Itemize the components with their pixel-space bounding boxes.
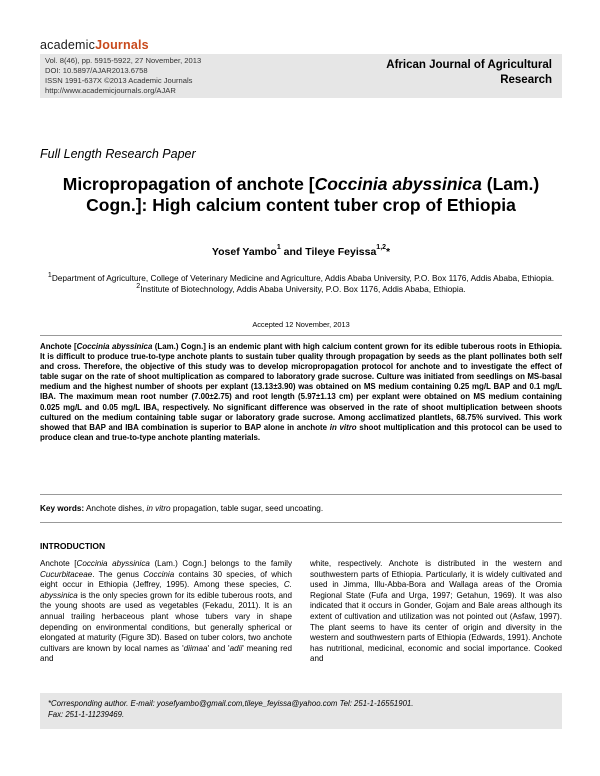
paper-type: Full Length Research Paper (40, 147, 196, 161)
accepted-date: Accepted 12 November, 2013 (252, 320, 350, 329)
affiliation-2: $^2$Institute of Biotechnology, Addis Ababa University, P.O. Box 1176, Addis Ababa, Ethiopia. (136, 282, 466, 294)
meta-doi: DOI: 10.5897/AJAR2013.6758 (45, 66, 148, 75)
citation-meta (45, 56, 201, 96)
author-2: Tileye Feyissa (305, 246, 377, 258)
author-1: Yosef Yambo (211, 246, 277, 258)
keywords: Key words: Anchote dishes, in vitro propagation, table sugar, seed uncoating. (40, 504, 324, 513)
corresponding-author-footer (40, 693, 562, 729)
introduction-heading: INTRODUCTION (40, 541, 106, 551)
meta-url[interactable]: http://www.academicjournals.org/AJAR (45, 86, 176, 95)
abstract (40, 335, 562, 495)
affiliation-1: $^1$Department of Agriculture, College of Veterinary Medicine and Agriculture, Addis Ababa University, P.O. Box 1176, Addis Ababa, Ethiopia. (47, 272, 555, 283)
introduction-left-column: Anchote [Coccinia abyssinica (Lam.) Cogn.] belongs to the family Cucurbitaceae. The genus Coccinia contains 30 species, of which eight occur in Ethiopia (Jeffrey, 1995). Among these species, C. abyssinica is the only species grown for its edible tuberous roots, and the young shoots are used as vegetables (Fekadu, 2011). It is an annual trailing herbaceous plant whose tubers vary in shape depending on environmental conditions, but generally spherical or elongated at maturity (Figure 3D). Based on tuber colors, two anchote cultivars are known by local names as 'diimaa' and 'adii' meaning red and (40, 559, 292, 664)
affiliations (40, 273, 562, 294)
meta-issn: ISSN 1991-637X ©2013 Academic Journals (45, 76, 193, 85)
authors: Yosef Yambo$^1$ and Tileye Feyissa$^{1,2}$* (211, 244, 391, 258)
section-divider (40, 522, 562, 523)
introduction-right-column: white, respectively. Anchote is distributed in the western and southwestern parts of Ethiopia. Particularly, it is widely cultivated and used in Jimma, Illu-Abba-Bora and Wallaga areas of the Oromia Regional State (Fufa and Urga, 1997; Getahun, 1969). It was also indicated that it occurs in Gonder, Gojam and Bale areas although its extent of cultivation and utilization was not pointed out (Asfaw, 1997). The plant seems to have its center of origin and diversity in the western and southwestern parts of Ethiopia (Edwards, 1991). Anchote has nutritional, medicinal, economic and social importance. Cooked and (310, 559, 562, 664)
meta-volume: Vol. 8(46), pp. 5915-5922, 27 November, 2013 (45, 56, 202, 65)
paper-title: Micropropagation of anchote [Coccinia abyssinica (Lam.) Cogn.]: High calcium content tuber crop of Ethiopia (62, 174, 540, 215)
corresponding-line-2: Fax: 251-1-11239469. (48, 709, 125, 719)
journal-title: African Journal of Agricultural Research (386, 59, 552, 86)
abstract-text: Anchote [Coccinia abyssinica (Lam.) Cogn.] is an endemic plant with high calcium content grown for its edible tuberous roots in Ethiopia. It is difficult to produce true-to-type anchote plants to sustain tuber quality through propagation by seeds as the plant pollinates both self and cross. Therefore, the objective of this study was to develop micropropagation protocol for anchote and to investigate the effect of table sugar on the rate of shoot multiplication as compared to laboratory grade sucrose. Culture was initiated from seedlings on MS-basal medium and the highest number of shoots per explant (13.13±3.90) was obtained on MS medium containing 0.25 mg/L BAP and 0.1 mg/L IBA. The maximum mean root number (7.00±2.75) and root length (5.97±1.13 cm) per explant were obtained on MS medium containing 0.025 mg/L and 0.05 mg/L IBA, respectively. No significant difference was observed in the rate of shoot multiplication between shoots cultured on the medium containing table sugar or laboratory grade sucrose. Among acclimatized plantlets, 68.75% survived. This work showed that BAP and IBA combination is superior to BAP alone in anchote in vitro shoot multiplication and this protocol can be used to produce clean and true-to-type anchote planting materials. (40, 342, 563, 442)
publisher-logo: academicJournals (40, 38, 149, 52)
corresponding-line-1: *Corresponding author. E-mail: yosefyambo@gmail.com,tileye_feyissa@yahoo.com Tel: 251-1-16551901. (48, 699, 414, 708)
